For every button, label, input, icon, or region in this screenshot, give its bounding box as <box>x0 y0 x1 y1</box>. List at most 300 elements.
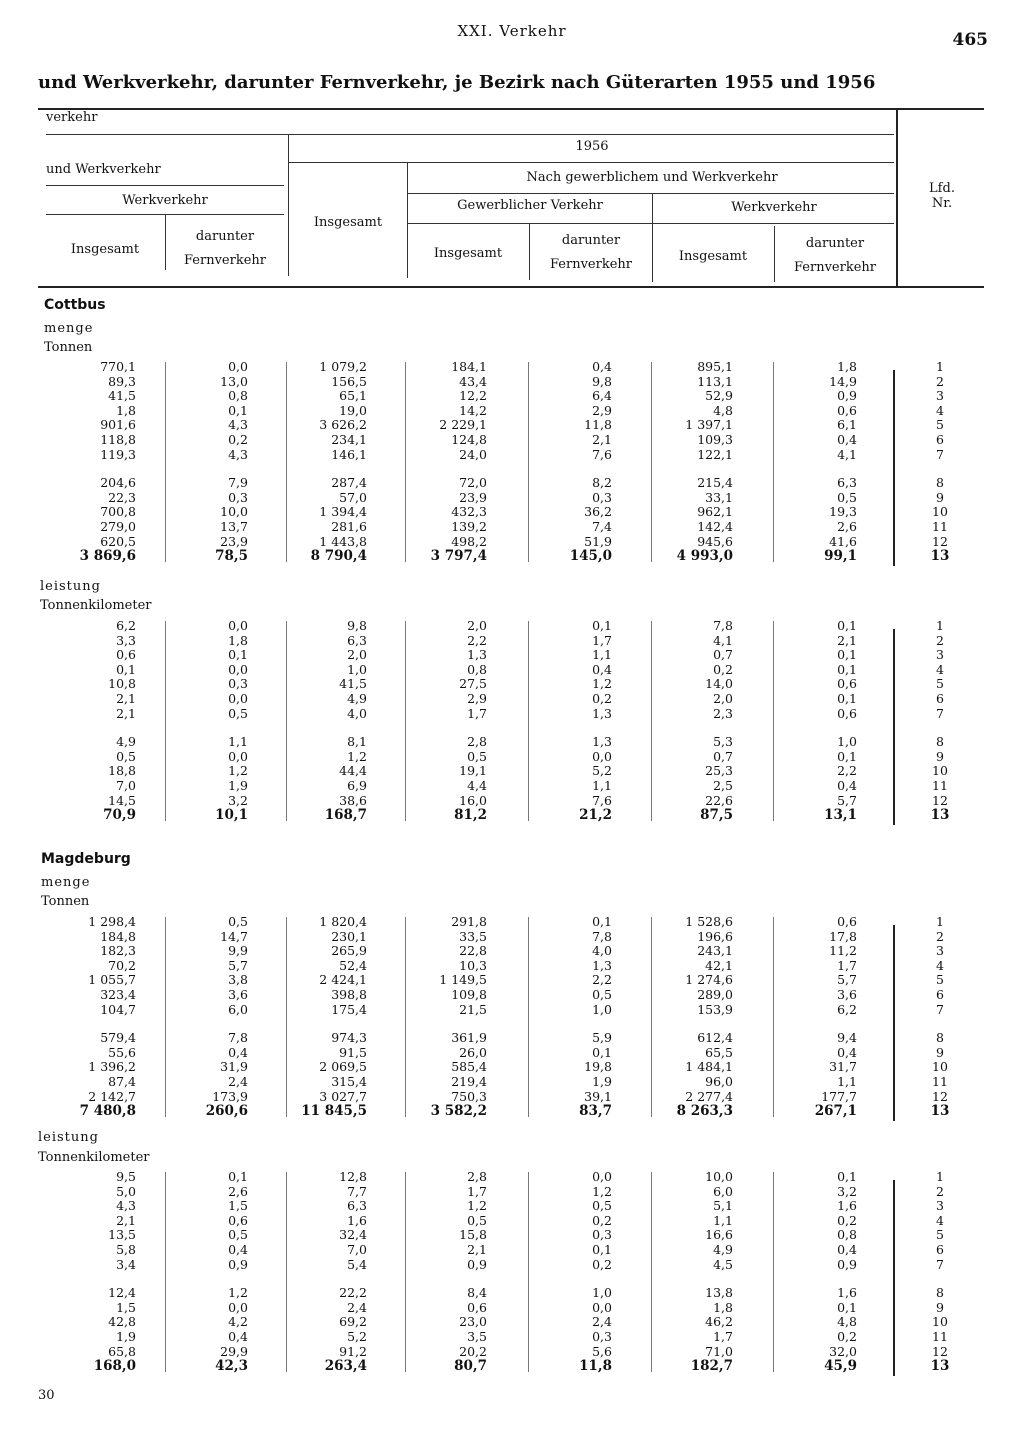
table-row <box>0 1090 1024 1105</box>
col-divider <box>165 1172 166 1372</box>
cell-werk-fernverkehr: 6,2 <box>837 1001 857 1017</box>
cell-insgesamt-1955: 579,4 <box>100 1030 136 1046</box>
cell-werk-insgesamt: 2,0 <box>713 690 733 706</box>
cell-insgesamt-1956: 281,6 <box>331 518 367 534</box>
cell-werk-fernverkehr: 3,2 <box>837 1183 857 1199</box>
col-divider <box>528 621 529 821</box>
table-row <box>0 1315 1024 1330</box>
header-gew-insgesamt: Insgesamt <box>433 246 503 261</box>
cell-fernverkehr-1955: 0,0 <box>228 661 248 677</box>
cell-gew-insgesamt: 2 229,1 <box>439 417 487 433</box>
cell-insgesamt-1955: 7,0 <box>116 777 136 793</box>
table-row <box>0 707 1024 722</box>
cell-insgesamt-1955: 4,3 <box>116 1198 136 1214</box>
header-insgesamt-1956: Insgesamt <box>313 215 383 230</box>
cell-gew-insgesamt: 10,3 <box>459 957 487 973</box>
cell-gew-fernverkehr: 0,1 <box>592 618 612 633</box>
cell-fernverkehr-1955: 7,9 <box>228 475 248 491</box>
cell-insgesamt-1956: 156,5 <box>331 373 367 389</box>
cell-lfd-nr: 11 <box>932 1328 948 1344</box>
cell-gew-insgesamt: 72,0 <box>459 475 487 491</box>
cell-gew-fernverkehr: 7,6 <box>592 446 612 462</box>
cell-gew-insgesamt: 27,5 <box>459 676 487 692</box>
table-row <box>0 779 1024 794</box>
cell-lfd-nr: 8 <box>936 475 944 491</box>
cell-werk-fernverkehr: 0,8 <box>837 1227 857 1243</box>
cell-insgesamt-1955: 3,4 <box>116 1256 136 1272</box>
cell-fernverkehr-1955: 10,0 <box>220 504 248 520</box>
cell-lfd-nr: 5 <box>936 972 944 988</box>
cell-werk-insgesamt: 895,1 <box>697 359 733 374</box>
cell-insgesamt-1955: 1 055,7 <box>88 972 136 988</box>
cell-lfd-nr: 9 <box>936 489 944 505</box>
cell-werk-fernverkehr: 0,4 <box>837 1241 857 1257</box>
cell-werk-fernverkehr: 1,0 <box>837 734 857 750</box>
section-title-magdeburg: Magdeburg <box>41 851 131 867</box>
cell-insgesamt-1956: 52,4 <box>339 957 367 973</box>
cell-lfd-nr: 11 <box>932 518 948 534</box>
cell-insgesamt-1956: 315,4 <box>331 1073 367 1089</box>
table-row <box>0 520 1024 535</box>
cell-insgesamt-1955: 1,5 <box>116 1299 136 1315</box>
cell-insgesamt-1956: 2,4 <box>347 1299 367 1315</box>
cell-werk-fernverkehr: 31,7 <box>829 1059 857 1075</box>
cell-werk-insgesamt: 4,9 <box>713 1241 733 1257</box>
cell-werk-insgesamt: 2,3 <box>713 705 733 721</box>
cell-gew-fernverkehr: 2,2 <box>592 972 612 988</box>
cell-lfd-nr: 5 <box>936 1227 944 1243</box>
cell-insgesamt-1955: 89,3 <box>108 373 136 389</box>
cell-fernverkehr-1955: 23,9 <box>220 533 248 549</box>
cell-gew-insgesamt: 291,8 <box>451 914 487 929</box>
cell-gew-fernverkehr: 1,1 <box>592 777 612 793</box>
section-title-cottbus: Cottbus <box>44 297 106 313</box>
cell-werk-fernverkehr: 0,6 <box>837 705 857 721</box>
cell-lfd-nr: 3 <box>936 647 944 663</box>
cell-gew-insgesamt: 0,6 <box>467 1299 487 1315</box>
cell-lfd-nr: 12 <box>932 1088 948 1104</box>
cell-insgesamt-1955: 87,4 <box>108 1073 136 1089</box>
cell-werk-fernverkehr: 0,1 <box>837 647 857 663</box>
cell-insgesamt-1955: 770,1 <box>100 359 136 374</box>
table-row <box>0 418 1024 433</box>
cell-gew-fernverkehr: 0,3 <box>592 1328 612 1344</box>
table-row <box>0 535 1024 550</box>
cell-lfd-nr: 3 <box>936 1198 944 1214</box>
cell-werk-insgesamt: 945,6 <box>697 533 733 549</box>
cell-fernverkehr-1955: 4,3 <box>228 446 248 462</box>
cell-lfd-nr: 6 <box>936 986 944 1002</box>
cell-insgesamt-1956: 146,1 <box>331 446 367 462</box>
cell-werk-insgesamt: 7,8 <box>713 618 733 633</box>
cell-werk-insgesamt: 8 263,3 <box>676 1103 733 1120</box>
table-row <box>0 1228 1024 1243</box>
cell-werk-insgesamt: 122,1 <box>697 446 733 462</box>
cell-lfd-nr: 2 <box>936 373 944 389</box>
cell-gew-insgesamt: 585,4 <box>451 1059 487 1075</box>
cell-insgesamt-1956: 6,9 <box>347 777 367 793</box>
cell-gew-insgesamt: 3 582,2 <box>430 1103 487 1120</box>
col-divider <box>651 917 652 1117</box>
cell-fernverkehr-1955: 1,9 <box>228 777 248 793</box>
col-divider <box>651 621 652 821</box>
cell-werk-insgesamt: 4,1 <box>713 632 733 648</box>
cell-gew-insgesamt: 3 797,4 <box>430 548 487 565</box>
cell-werk-fernverkehr: 19,3 <box>829 504 857 520</box>
cell-insgesamt-1955: 12,4 <box>108 1285 136 1301</box>
lfd-column-divider <box>893 629 895 825</box>
table-row <box>0 1185 1024 1200</box>
cell-gew-fernverkehr: 0,2 <box>592 1256 612 1272</box>
cell-lfd-nr: 2 <box>936 928 944 944</box>
cell-lfd-nr: 7 <box>936 705 944 721</box>
table-row <box>0 389 1024 404</box>
header-und-werkverkehr: und Werkverkehr <box>46 162 161 177</box>
cell-fernverkehr-1955: 3,6 <box>228 986 248 1002</box>
cell-gew-insgesamt: 33,5 <box>459 928 487 944</box>
cell-insgesamt-1955: 168,0 <box>93 1358 136 1375</box>
cell-lfd-nr: 7 <box>936 446 944 462</box>
lfd-column-divider <box>896 109 898 287</box>
table-row <box>0 1359 1024 1374</box>
cell-gew-insgesamt: 43,4 <box>459 373 487 389</box>
header-nach-gewerblich: Nach gewerblichem und Werkverkehr <box>526 170 778 185</box>
cell-insgesamt-1956: 2 069,5 <box>319 1059 367 1075</box>
cell-gew-insgesamt: 26,0 <box>459 1044 487 1060</box>
header-lfd: Lfd. <box>929 181 955 196</box>
cell-gew-fernverkehr: 0,0 <box>592 1299 612 1315</box>
cell-werk-insgesamt: 2,5 <box>713 777 733 793</box>
cell-lfd-nr: 10 <box>932 504 948 520</box>
cell-werk-insgesamt: 22,6 <box>705 792 733 808</box>
cell-fernverkehr-1955: 0,3 <box>228 489 248 505</box>
block-label: menge <box>44 321 94 336</box>
cell-insgesamt-1956: 6,3 <box>347 1198 367 1214</box>
header-top-rule <box>38 108 984 110</box>
cell-gew-insgesamt: 0,5 <box>467 748 487 764</box>
cell-fernverkehr-1955: 0,2 <box>228 431 248 447</box>
cell-gew-fernverkehr: 1,3 <box>592 705 612 721</box>
cell-werk-insgesamt: 1,8 <box>713 1299 733 1315</box>
cell-insgesamt-1956: 38,6 <box>339 792 367 808</box>
cell-lfd-nr: 10 <box>932 1059 948 1075</box>
cell-fernverkehr-1955: 2,4 <box>228 1073 248 1089</box>
cell-insgesamt-1956: 9,8 <box>347 618 367 633</box>
page-number: 465 <box>952 30 988 50</box>
cell-insgesamt-1955: 0,5 <box>116 748 136 764</box>
cell-insgesamt-1955: 119,3 <box>100 446 136 462</box>
cell-werk-insgesamt: 10,0 <box>705 1169 733 1184</box>
cell-lfd-nr: 12 <box>932 792 948 808</box>
cell-werk-fernverkehr: 0,4 <box>837 777 857 793</box>
cell-insgesamt-1956: 57,0 <box>339 489 367 505</box>
col-divider <box>405 362 406 562</box>
cell-fernverkehr-1955: 1,2 <box>228 763 248 779</box>
cell-werk-fernverkehr: 0,1 <box>837 1169 857 1184</box>
header-werk-insgesamt: Insgesamt <box>678 249 748 264</box>
cell-insgesamt-1955: 184,8 <box>100 928 136 944</box>
cell-fernverkehr-1955: 0,4 <box>228 1328 248 1344</box>
cell-gew-insgesamt: 2,1 <box>467 1241 487 1257</box>
cell-insgesamt-1956: 175,4 <box>331 1001 367 1017</box>
cell-werk-insgesamt: 4,5 <box>713 1256 733 1272</box>
cell-gew-fernverkehr: 11,8 <box>584 417 612 433</box>
col-divider <box>286 621 287 821</box>
cell-insgesamt-1955: 104,7 <box>100 1001 136 1017</box>
cell-lfd-nr: 13 <box>930 1358 950 1375</box>
table-row <box>0 404 1024 419</box>
cell-insgesamt-1955: 22,3 <box>108 489 136 505</box>
cell-fernverkehr-1955: 1,8 <box>228 632 248 648</box>
cell-insgesamt-1955: 182,3 <box>100 943 136 959</box>
cell-werk-fernverkehr: 2,6 <box>837 518 857 534</box>
cell-insgesamt-1956: 7,7 <box>347 1183 367 1199</box>
table-row <box>0 1345 1024 1360</box>
cell-insgesamt-1956: 6,3 <box>347 632 367 648</box>
cell-werk-fernverkehr: 13,1 <box>824 807 857 824</box>
cell-insgesamt-1955: 118,8 <box>100 431 136 447</box>
cell-gew-insgesamt: 22,8 <box>459 943 487 959</box>
cell-lfd-nr: 12 <box>932 533 948 549</box>
cell-gew-fernverkehr: 51,9 <box>584 533 612 549</box>
cell-gew-fernverkehr: 2,1 <box>592 431 612 447</box>
cell-gew-insgesamt: 21,5 <box>459 1001 487 1017</box>
cell-lfd-nr: 8 <box>936 1285 944 1301</box>
cell-fernverkehr-1955: 1,5 <box>228 1198 248 1214</box>
cell-insgesamt-1956: 1,6 <box>347 1212 367 1228</box>
cell-insgesamt-1956: 398,8 <box>331 986 367 1002</box>
cell-fernverkehr-1955: 173,9 <box>212 1088 248 1104</box>
cell-werk-insgesamt: 87,5 <box>700 807 733 824</box>
col-divider <box>651 1172 652 1372</box>
cell-gew-insgesamt: 3,5 <box>467 1328 487 1344</box>
cell-gew-insgesamt: 0,9 <box>467 1256 487 1272</box>
table-row <box>0 1003 1024 1018</box>
cell-gew-insgesamt: 1,7 <box>467 705 487 721</box>
header-werk-darunter: darunter <box>805 236 865 251</box>
cell-fernverkehr-1955: 0,0 <box>228 690 248 706</box>
cell-werk-fernverkehr: 0,9 <box>837 1256 857 1272</box>
data-block <box>0 1170 1024 1374</box>
cell-werk-fernverkehr: 1,8 <box>837 359 857 374</box>
cell-insgesamt-1956: 1,0 <box>347 661 367 677</box>
cell-lfd-nr: 12 <box>932 1343 948 1359</box>
cell-insgesamt-1956: 41,5 <box>339 676 367 692</box>
cell-insgesamt-1955: 204,6 <box>100 475 136 491</box>
cell-werk-insgesamt: 4 993,0 <box>676 548 733 565</box>
cell-werk-insgesamt: 1,7 <box>713 1328 733 1344</box>
cell-fernverkehr-1955: 0,6 <box>228 1212 248 1228</box>
cell-gew-fernverkehr: 1,3 <box>592 957 612 973</box>
header-darunter-1955: darunter <box>195 229 255 244</box>
cell-gew-fernverkehr: 1,9 <box>592 1073 612 1089</box>
cell-gew-insgesamt: 1,2 <box>467 1198 487 1214</box>
cell-lfd-nr: 10 <box>932 1314 948 1330</box>
cell-werk-insgesamt: 16,6 <box>705 1227 733 1243</box>
cell-insgesamt-1955: 3 869,6 <box>79 548 136 565</box>
cell-fernverkehr-1955: 7,8 <box>228 1030 248 1046</box>
table-row <box>0 663 1024 678</box>
cell-insgesamt-1956: 5,4 <box>347 1256 367 1272</box>
header-gew-fernverkehr: Fernverkehr <box>550 257 632 272</box>
cell-insgesamt-1955: 5,8 <box>116 1241 136 1257</box>
cell-lfd-nr: 6 <box>936 431 944 447</box>
cell-werk-insgesamt: 33,1 <box>705 489 733 505</box>
cell-insgesamt-1955: 13,5 <box>108 1227 136 1243</box>
cell-gew-insgesamt: 0,8 <box>467 661 487 677</box>
cell-insgesamt-1955: 2,1 <box>116 690 136 706</box>
cell-insgesamt-1955: 42,8 <box>108 1314 136 1330</box>
block-unit: Tonnen <box>44 340 93 355</box>
col-divider <box>288 135 289 276</box>
table-row <box>0 360 1024 375</box>
cell-fernverkehr-1955: 0,3 <box>228 676 248 692</box>
cell-fernverkehr-1955: 0,1 <box>228 1169 248 1184</box>
table-row <box>0 1243 1024 1258</box>
cell-gew-fernverkehr: 7,8 <box>592 928 612 944</box>
cell-gew-fernverkehr: 1,0 <box>592 1001 612 1017</box>
cell-fernverkehr-1955: 0,0 <box>228 359 248 374</box>
cell-werk-insgesamt: 1 274,6 <box>685 972 733 988</box>
cell-lfd-nr: 1 <box>936 618 944 633</box>
header-year-1956: 1956 <box>575 139 609 154</box>
block-label: menge <box>41 875 91 890</box>
table-row <box>0 735 1024 750</box>
cell-insgesamt-1955: 2,1 <box>116 1212 136 1228</box>
cell-gew-fernverkehr: 1,2 <box>592 676 612 692</box>
cell-gew-insgesamt: 139,2 <box>451 518 487 534</box>
cell-werk-fernverkehr: 4,1 <box>837 446 857 462</box>
cell-lfd-nr: 7 <box>936 1001 944 1017</box>
cell-insgesamt-1955: 14,5 <box>108 792 136 808</box>
cell-werk-insgesamt: 0,7 <box>713 647 733 663</box>
cell-lfd-nr: 5 <box>936 676 944 692</box>
header-gew-darunter: darunter <box>561 233 621 248</box>
cell-insgesamt-1956: 91,2 <box>339 1343 367 1359</box>
cell-fernverkehr-1955: 4,2 <box>228 1314 248 1330</box>
cell-insgesamt-1955: 0,1 <box>116 661 136 677</box>
cell-fernverkehr-1955: 0,4 <box>228 1241 248 1257</box>
cell-werk-fernverkehr: 0,1 <box>837 661 857 677</box>
cell-fernverkehr-1955: 31,9 <box>220 1059 248 1075</box>
cell-fernverkehr-1955: 3,8 <box>228 972 248 988</box>
cell-insgesamt-1955: 2 142,7 <box>88 1088 136 1104</box>
data-block <box>0 915 1024 1119</box>
cell-gew-fernverkehr: 11,8 <box>579 1358 612 1375</box>
cell-werk-insgesamt: 612,4 <box>697 1030 733 1046</box>
col-divider <box>528 362 529 562</box>
cell-gew-insgesamt: 219,4 <box>451 1073 487 1089</box>
cell-insgesamt-1955: 9,5 <box>116 1169 136 1184</box>
header-werk-fernverkehr: Fernverkehr <box>794 260 876 275</box>
header-werkverkehr-1956: Werkverkehr <box>731 200 817 215</box>
cell-werk-insgesamt: 13,8 <box>705 1285 733 1301</box>
cell-lfd-nr: 9 <box>936 1299 944 1315</box>
cell-werk-fernverkehr: 1,1 <box>837 1073 857 1089</box>
cell-werk-insgesamt: 1 484,1 <box>685 1059 733 1075</box>
cell-gew-insgesamt: 19,1 <box>459 763 487 779</box>
cell-insgesamt-1956: 1 079,2 <box>319 359 367 374</box>
cell-gew-fernverkehr: 7,4 <box>592 518 612 534</box>
cell-gew-fernverkehr: 9,8 <box>592 373 612 389</box>
col-divider <box>528 917 529 1117</box>
col-divider <box>528 1172 529 1372</box>
block-unit: Tonnenkilometer <box>38 1150 150 1165</box>
cell-werk-insgesamt: 6,0 <box>713 1183 733 1199</box>
table-row <box>0 794 1024 809</box>
cell-insgesamt-1956: 265,9 <box>331 943 367 959</box>
cell-insgesamt-1956: 168,7 <box>324 807 367 824</box>
cell-gew-fernverkehr: 0,4 <box>592 661 612 677</box>
cell-lfd-nr: 4 <box>936 661 944 677</box>
cell-werk-insgesamt: 65,5 <box>705 1044 733 1060</box>
cell-werk-fernverkehr: 1,6 <box>837 1285 857 1301</box>
header-rule <box>46 134 894 135</box>
cell-insgesamt-1956: 1 820,4 <box>319 914 367 929</box>
cell-werk-insgesamt: 962,1 <box>697 504 733 520</box>
cell-gew-insgesamt: 2,8 <box>467 1169 487 1184</box>
cell-werk-insgesamt: 1 397,1 <box>685 417 733 433</box>
table-row <box>0 764 1024 779</box>
cell-insgesamt-1955: 3,3 <box>116 632 136 648</box>
cell-werk-fernverkehr: 0,5 <box>837 489 857 505</box>
header-nr: Nr. <box>931 196 953 211</box>
col-divider <box>165 621 166 821</box>
cell-gew-insgesamt: 4,4 <box>467 777 487 793</box>
cell-werk-insgesamt: 142,4 <box>697 518 733 534</box>
cell-insgesamt-1956: 5,2 <box>347 1328 367 1344</box>
cell-lfd-nr: 11 <box>932 1073 948 1089</box>
cell-gew-fernverkehr: 0,0 <box>592 1169 612 1184</box>
cell-lfd-nr: 1 <box>936 359 944 374</box>
cell-gew-fernverkehr: 0,1 <box>592 1241 612 1257</box>
cell-fernverkehr-1955: 14,7 <box>220 928 248 944</box>
cell-insgesamt-1956: 11 845,5 <box>301 1103 367 1120</box>
cell-gew-fernverkehr: 5,9 <box>592 1030 612 1046</box>
table-row <box>0 1286 1024 1301</box>
cell-werk-fernverkehr: 0,1 <box>837 1299 857 1315</box>
col-divider <box>651 362 652 562</box>
cell-werk-insgesamt: 5,3 <box>713 734 733 750</box>
cell-insgesamt-1956: 2,0 <box>347 647 367 663</box>
data-block <box>0 619 1024 823</box>
cell-lfd-nr: 4 <box>936 957 944 973</box>
col-divider <box>286 362 287 562</box>
table-row <box>0 619 1024 634</box>
table-row <box>0 944 1024 959</box>
table-row <box>0 1199 1024 1214</box>
cell-insgesamt-1955: 10,8 <box>108 676 136 692</box>
cell-gew-insgesamt: 2,8 <box>467 734 487 750</box>
cell-insgesamt-1956: 8,1 <box>347 734 367 750</box>
col-divider <box>165 917 166 1117</box>
block-unit: Tonnenkilometer <box>40 598 152 613</box>
header-werkverkehr-1955: Werkverkehr <box>122 193 208 208</box>
cell-gew-insgesamt: 0,5 <box>467 1212 487 1228</box>
cell-lfd-nr: 2 <box>936 632 944 648</box>
cell-werk-fernverkehr: 3,6 <box>837 986 857 1002</box>
header-bottom-rule <box>38 286 984 288</box>
cell-gew-fernverkehr: 0,1 <box>592 1044 612 1060</box>
cell-gew-fernverkehr: 21,2 <box>579 807 612 824</box>
cell-gew-insgesamt: 432,3 <box>451 504 487 520</box>
cell-insgesamt-1955: 65,8 <box>108 1343 136 1359</box>
col-divider <box>405 1172 406 1372</box>
cell-werk-fernverkehr: 0,2 <box>837 1212 857 1228</box>
table-row <box>0 1104 1024 1119</box>
table-row <box>0 750 1024 765</box>
cell-werk-fernverkehr: 2,1 <box>837 632 857 648</box>
